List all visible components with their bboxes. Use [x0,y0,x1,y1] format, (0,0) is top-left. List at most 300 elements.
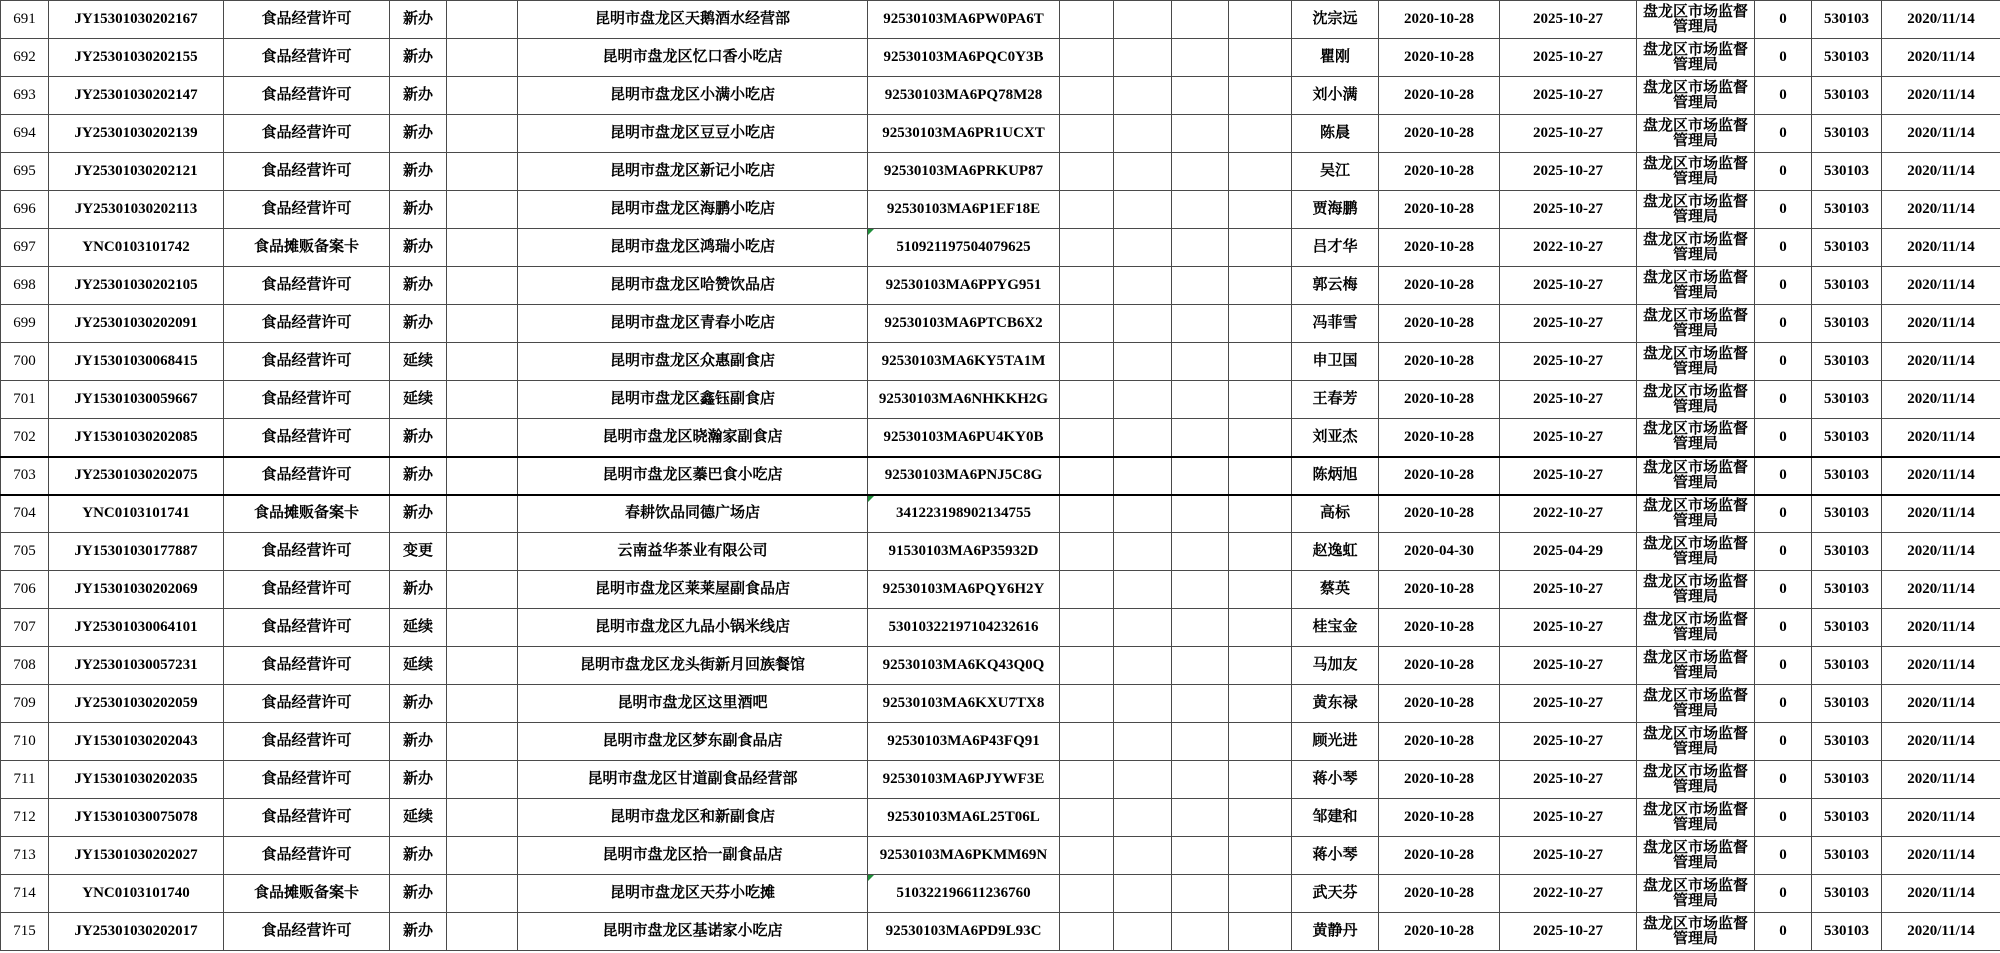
empty-cell[interactable] [1229,533,1292,571]
publish-date-cell[interactable]: 2020/11/14 [1882,153,2000,191]
expiry-date-cell[interactable]: 2025-04-29 [1500,533,1637,571]
empty-cell[interactable] [447,77,518,115]
empty-cell[interactable] [1229,305,1292,343]
empty-cell[interactable] [1060,229,1114,267]
empty-cell[interactable] [1114,913,1172,951]
empty-cell[interactable] [1114,39,1172,77]
license-number-cell[interactable]: JY15301030202043 [49,723,224,761]
expiry-date-cell[interactable]: 2025-10-27 [1500,837,1637,875]
license-type-cell[interactable]: 食品经营许可 [224,913,390,951]
empty-cell[interactable] [1229,229,1292,267]
issuing-authority-cell[interactable] [1637,495,1755,533]
status-cell[interactable]: 0 [1755,191,1812,229]
empty-cell[interactable] [1060,1,1114,39]
expiry-date-cell[interactable]: 2025-10-27 [1500,77,1637,115]
issue-date-cell[interactable]: 2020-10-28 [1379,39,1500,77]
publish-date-cell[interactable]: 2020/11/14 [1882,267,2000,305]
credit-code-cell[interactable]: 92530103MA6PU4KY0B [868,419,1060,457]
empty-cell[interactable] [1060,913,1114,951]
action-type-cell[interactable]: 新办 [390,495,447,533]
license-type-cell[interactable]: 食品经营许可 [224,267,390,305]
license-number-cell[interactable]: JY15301030202027 [49,837,224,875]
empty-cell[interactable] [1229,343,1292,381]
region-code-cell[interactable]: 530103 [1812,77,1882,115]
publish-date-cell[interactable]: 2020/11/14 [1882,343,2000,381]
region-code-cell[interactable]: 530103 [1812,457,1882,495]
legal-representative-cell[interactable]: 王春芳 [1292,381,1379,419]
action-type-cell[interactable]: 新办 [390,723,447,761]
empty-cell[interactable] [447,191,518,229]
publish-date-cell[interactable]: 2020/11/14 [1882,381,2000,419]
publish-date-cell[interactable]: 2020/11/14 [1882,647,2000,685]
publish-date-cell[interactable]: 2020/11/14 [1882,875,2000,913]
empty-cell[interactable] [1172,837,1229,875]
action-type-cell[interactable]: 延续 [390,799,447,837]
region-code-cell[interactable]: 530103 [1812,39,1882,77]
legal-representative-cell[interactable]: 陈晨 [1292,115,1379,153]
expiry-date-cell[interactable]: 2025-10-27 [1500,761,1637,799]
empty-cell[interactable] [1114,305,1172,343]
status-cell[interactable]: 0 [1755,685,1812,723]
region-code-cell[interactable]: 530103 [1812,609,1882,647]
issuing-authority-cell[interactable] [1637,115,1755,153]
issue-date-cell[interactable]: 2020-10-28 [1379,381,1500,419]
license-type-cell[interactable]: 食品经营许可 [224,533,390,571]
publish-date-cell[interactable]: 2020/11/14 [1882,913,2000,951]
expiry-date-cell[interactable]: 2025-10-27 [1500,343,1637,381]
publish-date-cell[interactable]: 2020/11/14 [1882,571,2000,609]
empty-cell[interactable] [1229,153,1292,191]
row-number-cell[interactable]: 711 [1,761,49,799]
row-number-cell[interactable]: 695 [1,153,49,191]
issuing-authority-cell[interactable] [1637,723,1755,761]
status-cell[interactable]: 0 [1755,457,1812,495]
empty-cell[interactable] [447,913,518,951]
empty-cell[interactable] [1172,305,1229,343]
publish-date-cell[interactable]: 2020/11/14 [1882,533,2000,571]
row-number-cell[interactable]: 702 [1,419,49,457]
action-type-cell[interactable]: 新办 [390,875,447,913]
row-number-cell[interactable]: 700 [1,343,49,381]
license-number-cell[interactable]: JY25301030202105 [49,267,224,305]
action-type-cell[interactable]: 新办 [390,153,447,191]
credit-code-cell[interactable]: 92530103MA6PD9L93C [868,913,1060,951]
issue-date-cell[interactable]: 2020-10-28 [1379,153,1500,191]
empty-cell[interactable] [1229,723,1292,761]
empty-cell[interactable] [1229,267,1292,305]
expiry-date-cell[interactable]: 2025-10-27 [1500,647,1637,685]
empty-cell[interactable] [1172,267,1229,305]
legal-representative-cell[interactable]: 申卫国 [1292,343,1379,381]
license-number-cell[interactable]: JY15301030177887 [49,533,224,571]
region-code-cell[interactable]: 530103 [1812,685,1882,723]
empty-cell[interactable] [1114,799,1172,837]
legal-representative-cell[interactable]: 蒋小琴 [1292,761,1379,799]
action-type-cell[interactable]: 新办 [390,685,447,723]
empty-cell[interactable] [1172,913,1229,951]
action-type-cell[interactable]: 新办 [390,115,447,153]
action-type-cell[interactable]: 新办 [390,229,447,267]
empty-cell[interactable] [1229,381,1292,419]
issuing-authority-cell[interactable] [1637,799,1755,837]
business-name-cell[interactable]: 昆明市盘龙区天鹅酒水经营部 [518,1,868,39]
legal-representative-cell[interactable]: 武天芬 [1292,875,1379,913]
region-code-cell[interactable]: 530103 [1812,837,1882,875]
empty-cell[interactable] [1172,495,1229,533]
business-name-cell[interactable]: 昆明市盘龙区鸿瑞小吃店 [518,229,868,267]
credit-code-cell[interactable]: 92530103MA6PW0PA6T [868,1,1060,39]
legal-representative-cell[interactable]: 贾海鹏 [1292,191,1379,229]
credit-code-cell[interactable]: 92530103MA6PNJ5C8G [868,457,1060,495]
empty-cell[interactable] [1114,875,1172,913]
license-type-cell[interactable]: 食品经营许可 [224,305,390,343]
expiry-date-cell[interactable]: 2025-10-27 [1500,723,1637,761]
license-type-cell[interactable]: 食品经营许可 [224,1,390,39]
action-type-cell[interactable]: 新办 [390,837,447,875]
empty-cell[interactable] [1114,761,1172,799]
row-number-cell[interactable]: 694 [1,115,49,153]
action-type-cell[interactable]: 变更 [390,533,447,571]
license-type-cell[interactable]: 食品经营许可 [224,799,390,837]
business-name-cell[interactable]: 昆明市盘龙区小满小吃店 [518,77,868,115]
empty-cell[interactable] [1060,267,1114,305]
credit-code-cell[interactable]: 341223198902134755 [868,495,1060,533]
legal-representative-cell[interactable]: 顾光进 [1292,723,1379,761]
empty-cell[interactable] [1114,381,1172,419]
license-number-cell[interactable]: JY15301030075078 [49,799,224,837]
region-code-cell[interactable]: 530103 [1812,1,1882,39]
row-number-cell[interactable]: 705 [1,533,49,571]
action-type-cell[interactable]: 延续 [390,343,447,381]
empty-cell[interactable] [1172,115,1229,153]
license-number-cell[interactable]: JY15301030202085 [49,419,224,457]
legal-representative-cell[interactable]: 刘亚杰 [1292,419,1379,457]
issue-date-cell[interactable]: 2020-10-28 [1379,1,1500,39]
row-number-cell[interactable]: 703 [1,457,49,495]
business-name-cell[interactable]: 昆明市盘龙区鑫钰副食店 [518,381,868,419]
license-type-cell[interactable]: 食品摊贩备案卡 [224,229,390,267]
empty-cell[interactable] [1114,837,1172,875]
issue-date-cell[interactable]: 2020-10-28 [1379,457,1500,495]
empty-cell[interactable] [1229,913,1292,951]
row-number-cell[interactable]: 712 [1,799,49,837]
empty-cell[interactable] [1229,191,1292,229]
region-code-cell[interactable]: 530103 [1812,647,1882,685]
row-number-cell[interactable]: 709 [1,685,49,723]
status-cell[interactable]: 0 [1755,305,1812,343]
empty-cell[interactable] [447,153,518,191]
action-type-cell[interactable]: 新办 [390,419,447,457]
empty-cell[interactable] [1114,419,1172,457]
legal-representative-cell[interactable]: 黄静丹 [1292,913,1379,951]
issuing-authority-cell[interactable] [1637,77,1755,115]
region-code-cell[interactable]: 530103 [1812,229,1882,267]
license-number-cell[interactable]: JY25301030202147 [49,77,224,115]
empty-cell[interactable] [1060,837,1114,875]
license-number-cell[interactable]: JY25301030202017 [49,913,224,951]
license-type-cell[interactable]: 食品经营许可 [224,723,390,761]
status-cell[interactable]: 0 [1755,723,1812,761]
expiry-date-cell[interactable]: 2025-10-27 [1500,571,1637,609]
empty-cell[interactable] [1060,609,1114,647]
license-type-cell[interactable]: 食品经营许可 [224,609,390,647]
legal-representative-cell[interactable]: 冯菲雪 [1292,305,1379,343]
row-number-cell[interactable]: 713 [1,837,49,875]
license-number-cell[interactable]: JY15301030202069 [49,571,224,609]
empty-cell[interactable] [1172,685,1229,723]
business-name-cell[interactable]: 昆明市盘龙区甘道副食品经营部 [518,761,868,799]
empty-cell[interactable] [447,495,518,533]
status-cell[interactable]: 0 [1755,533,1812,571]
empty-cell[interactable] [1172,571,1229,609]
license-number-cell[interactable]: JY25301030202155 [49,39,224,77]
issue-date-cell[interactable]: 2020-10-28 [1379,913,1500,951]
business-name-cell[interactable]: 昆明市盘龙区梦东副食品店 [518,723,868,761]
credit-code-cell[interactable]: 92530103MA6P43FQ91 [868,723,1060,761]
business-name-cell[interactable]: 昆明市盘龙区蓁巴食小吃店 [518,457,868,495]
expiry-date-cell[interactable]: 2025-10-27 [1500,381,1637,419]
business-name-cell[interactable]: 昆明市盘龙区龙头街新月回族餐馆 [518,647,868,685]
empty-cell[interactable] [1114,647,1172,685]
empty-cell[interactable] [1229,761,1292,799]
empty-cell[interactable] [1060,533,1114,571]
legal-representative-cell[interactable]: 赵逸虹 [1292,533,1379,571]
empty-cell[interactable] [1060,875,1114,913]
business-name-cell[interactable]: 昆明市盘龙区众惠副食店 [518,343,868,381]
issuing-authority-cell[interactable] [1637,685,1755,723]
status-cell[interactable]: 0 [1755,609,1812,647]
empty-cell[interactable] [1229,495,1292,533]
publish-date-cell[interactable]: 2020/11/14 [1882,191,2000,229]
empty-cell[interactable] [1114,609,1172,647]
license-type-cell[interactable]: 食品经营许可 [224,761,390,799]
region-code-cell[interactable]: 530103 [1812,533,1882,571]
business-name-cell[interactable]: 昆明市盘龙区豆豆小吃店 [518,115,868,153]
row-number-cell[interactable]: 691 [1,1,49,39]
issuing-authority-cell[interactable] [1637,609,1755,647]
empty-cell[interactable] [447,229,518,267]
region-code-cell[interactable]: 530103 [1812,799,1882,837]
empty-cell[interactable] [1114,685,1172,723]
empty-cell[interactable] [1060,77,1114,115]
legal-representative-cell[interactable]: 瞿刚 [1292,39,1379,77]
business-name-cell[interactable]: 春耕饮品同德广场店 [518,495,868,533]
region-code-cell[interactable]: 530103 [1812,419,1882,457]
expiry-date-cell[interactable]: 2025-10-27 [1500,419,1637,457]
publish-date-cell[interactable]: 2020/11/14 [1882,419,2000,457]
empty-cell[interactable] [1229,685,1292,723]
empty-cell[interactable] [1172,533,1229,571]
empty-cell[interactable] [1114,77,1172,115]
empty-cell[interactable] [1114,153,1172,191]
action-type-cell[interactable]: 新办 [390,39,447,77]
legal-representative-cell[interactable]: 陈炳旭 [1292,457,1379,495]
empty-cell[interactable] [447,685,518,723]
credit-code-cell[interactable]: 92530103MA6KQ43Q0Q [868,647,1060,685]
status-cell[interactable]: 0 [1755,1,1812,39]
license-type-cell[interactable]: 食品经营许可 [224,115,390,153]
legal-representative-cell[interactable]: 郭云梅 [1292,267,1379,305]
license-number-cell[interactable]: JY25301030057231 [49,647,224,685]
row-number-cell[interactable]: 710 [1,723,49,761]
empty-cell[interactable] [1060,457,1114,495]
row-number-cell[interactable]: 714 [1,875,49,913]
license-number-cell[interactable]: JY25301030202113 [49,191,224,229]
license-number-cell[interactable]: YNC0103101740 [49,875,224,913]
issuing-authority-cell[interactable] [1637,153,1755,191]
issuing-authority-cell[interactable] [1637,875,1755,913]
legal-representative-cell[interactable]: 吴江 [1292,153,1379,191]
status-cell[interactable]: 0 [1755,381,1812,419]
empty-cell[interactable] [1060,305,1114,343]
legal-representative-cell[interactable]: 刘小满 [1292,77,1379,115]
empty-cell[interactable] [1114,229,1172,267]
empty-cell[interactable] [1060,799,1114,837]
action-type-cell[interactable]: 新办 [390,913,447,951]
empty-cell[interactable] [1229,609,1292,647]
license-type-cell[interactable]: 食品经营许可 [224,457,390,495]
issuing-authority-cell[interactable] [1637,381,1755,419]
region-code-cell[interactable]: 530103 [1812,495,1882,533]
action-type-cell[interactable]: 新办 [390,305,447,343]
issue-date-cell[interactable]: 2020-10-28 [1379,305,1500,343]
issuing-authority-cell[interactable] [1637,343,1755,381]
action-type-cell[interactable]: 新办 [390,267,447,305]
row-number-cell[interactable]: 715 [1,913,49,951]
row-number-cell[interactable]: 707 [1,609,49,647]
license-type-cell[interactable]: 食品经营许可 [224,381,390,419]
action-type-cell[interactable]: 新办 [390,1,447,39]
expiry-date-cell[interactable]: 2022-10-27 [1500,495,1637,533]
issuing-authority-cell[interactable] [1637,305,1755,343]
empty-cell[interactable] [1172,1,1229,39]
empty-cell[interactable] [1114,533,1172,571]
issue-date-cell[interactable]: 2020-10-28 [1379,571,1500,609]
empty-cell[interactable] [447,267,518,305]
business-name-cell[interactable]: 云南益华茶业有限公司 [518,533,868,571]
business-name-cell[interactable]: 昆明市盘龙区青春小吃店 [518,305,868,343]
business-name-cell[interactable]: 昆明市盘龙区基诺家小吃店 [518,913,868,951]
expiry-date-cell[interactable]: 2022-10-27 [1500,875,1637,913]
issue-date-cell[interactable]: 2020-10-28 [1379,837,1500,875]
empty-cell[interactable] [447,761,518,799]
empty-cell[interactable] [1060,495,1114,533]
credit-code-cell[interactable]: 92530103MA6KY5TA1M [868,343,1060,381]
issuing-authority-cell[interactable] [1637,761,1755,799]
region-code-cell[interactable]: 530103 [1812,115,1882,153]
credit-code-cell[interactable]: 510322196611236760 [868,875,1060,913]
legal-representative-cell[interactable]: 马加友 [1292,647,1379,685]
empty-cell[interactable] [1229,39,1292,77]
empty-cell[interactable] [447,799,518,837]
publish-date-cell[interactable]: 2020/11/14 [1882,457,2000,495]
row-number-cell[interactable]: 697 [1,229,49,267]
empty-cell[interactable] [1229,1,1292,39]
license-number-cell[interactable]: JY15301030059667 [49,381,224,419]
empty-cell[interactable] [1229,571,1292,609]
license-number-cell[interactable]: YNC0103101741 [49,495,224,533]
issuing-authority-cell[interactable] [1637,419,1755,457]
status-cell[interactable]: 0 [1755,153,1812,191]
empty-cell[interactable] [447,457,518,495]
credit-code-cell[interactable]: 92530103MA6PQC0Y3B [868,39,1060,77]
empty-cell[interactable] [1172,381,1229,419]
row-number-cell[interactable]: 693 [1,77,49,115]
credit-code-cell[interactable]: 92530103MA6PPYG951 [868,267,1060,305]
issue-date-cell[interactable]: 2020-10-28 [1379,77,1500,115]
empty-cell[interactable] [1060,723,1114,761]
business-name-cell[interactable]: 昆明市盘龙区晓瀚家副食店 [518,419,868,457]
empty-cell[interactable] [1172,647,1229,685]
expiry-date-cell[interactable]: 2025-10-27 [1500,913,1637,951]
license-number-cell[interactable]: JY25301030202121 [49,153,224,191]
license-number-cell[interactable]: JY25301030202139 [49,115,224,153]
license-type-cell[interactable]: 食品经营许可 [224,419,390,457]
empty-cell[interactable] [1172,457,1229,495]
license-number-cell[interactable]: JY25301030202059 [49,685,224,723]
empty-cell[interactable] [1114,191,1172,229]
empty-cell[interactable] [1172,77,1229,115]
expiry-date-cell[interactable]: 2025-10-27 [1500,609,1637,647]
publish-date-cell[interactable]: 2020/11/14 [1882,761,2000,799]
publish-date-cell[interactable]: 2020/11/14 [1882,723,2000,761]
license-type-cell[interactable]: 食品摊贩备案卡 [224,495,390,533]
empty-cell[interactable] [1114,267,1172,305]
credit-code-cell[interactable]: 510921197504079625 [868,229,1060,267]
region-code-cell[interactable]: 530103 [1812,191,1882,229]
business-name-cell[interactable]: 昆明市盘龙区海鹏小吃店 [518,191,868,229]
empty-cell[interactable] [1114,343,1172,381]
business-name-cell[interactable]: 昆明市盘龙区哈赞饮品店 [518,267,868,305]
credit-code-cell[interactable]: 91530103MA6P35932D [868,533,1060,571]
status-cell[interactable]: 0 [1755,77,1812,115]
credit-code-cell[interactable]: 92530103MA6NHKKH2G [868,381,1060,419]
action-type-cell[interactable]: 延续 [390,609,447,647]
empty-cell[interactable] [1060,343,1114,381]
empty-cell[interactable] [1229,799,1292,837]
expiry-date-cell[interactable]: 2025-10-27 [1500,1,1637,39]
region-code-cell[interactable]: 530103 [1812,305,1882,343]
publish-date-cell[interactable]: 2020/11/14 [1882,685,2000,723]
region-code-cell[interactable]: 530103 [1812,761,1882,799]
status-cell[interactable]: 0 [1755,419,1812,457]
license-number-cell[interactable]: JY25301030202075 [49,457,224,495]
expiry-date-cell[interactable]: 2025-10-27 [1500,305,1637,343]
empty-cell[interactable] [447,381,518,419]
status-cell[interactable]: 0 [1755,761,1812,799]
license-number-cell[interactable]: JY15301030202035 [49,761,224,799]
business-name-cell[interactable]: 昆明市盘龙区天芬小吃摊 [518,875,868,913]
business-name-cell[interactable]: 昆明市盘龙区莱莱屋副食品店 [518,571,868,609]
legal-representative-cell[interactable]: 高标 [1292,495,1379,533]
status-cell[interactable]: 0 [1755,571,1812,609]
credit-code-cell[interactable]: 92530103MA6L25T06L [868,799,1060,837]
empty-cell[interactable] [1060,761,1114,799]
license-number-cell[interactable]: JY15301030202167 [49,1,224,39]
empty-cell[interactable] [447,875,518,913]
license-type-cell[interactable]: 食品经营许可 [224,571,390,609]
license-type-cell[interactable]: 食品经营许可 [224,153,390,191]
empty-cell[interactable] [447,115,518,153]
expiry-date-cell[interactable]: 2025-10-27 [1500,39,1637,77]
status-cell[interactable]: 0 [1755,39,1812,77]
issuing-authority-cell[interactable] [1637,1,1755,39]
expiry-date-cell[interactable]: 2025-10-27 [1500,115,1637,153]
issuing-authority-cell[interactable] [1637,837,1755,875]
region-code-cell[interactable]: 530103 [1812,875,1882,913]
action-type-cell[interactable]: 延续 [390,381,447,419]
issue-date-cell[interactable]: 2020-10-28 [1379,723,1500,761]
